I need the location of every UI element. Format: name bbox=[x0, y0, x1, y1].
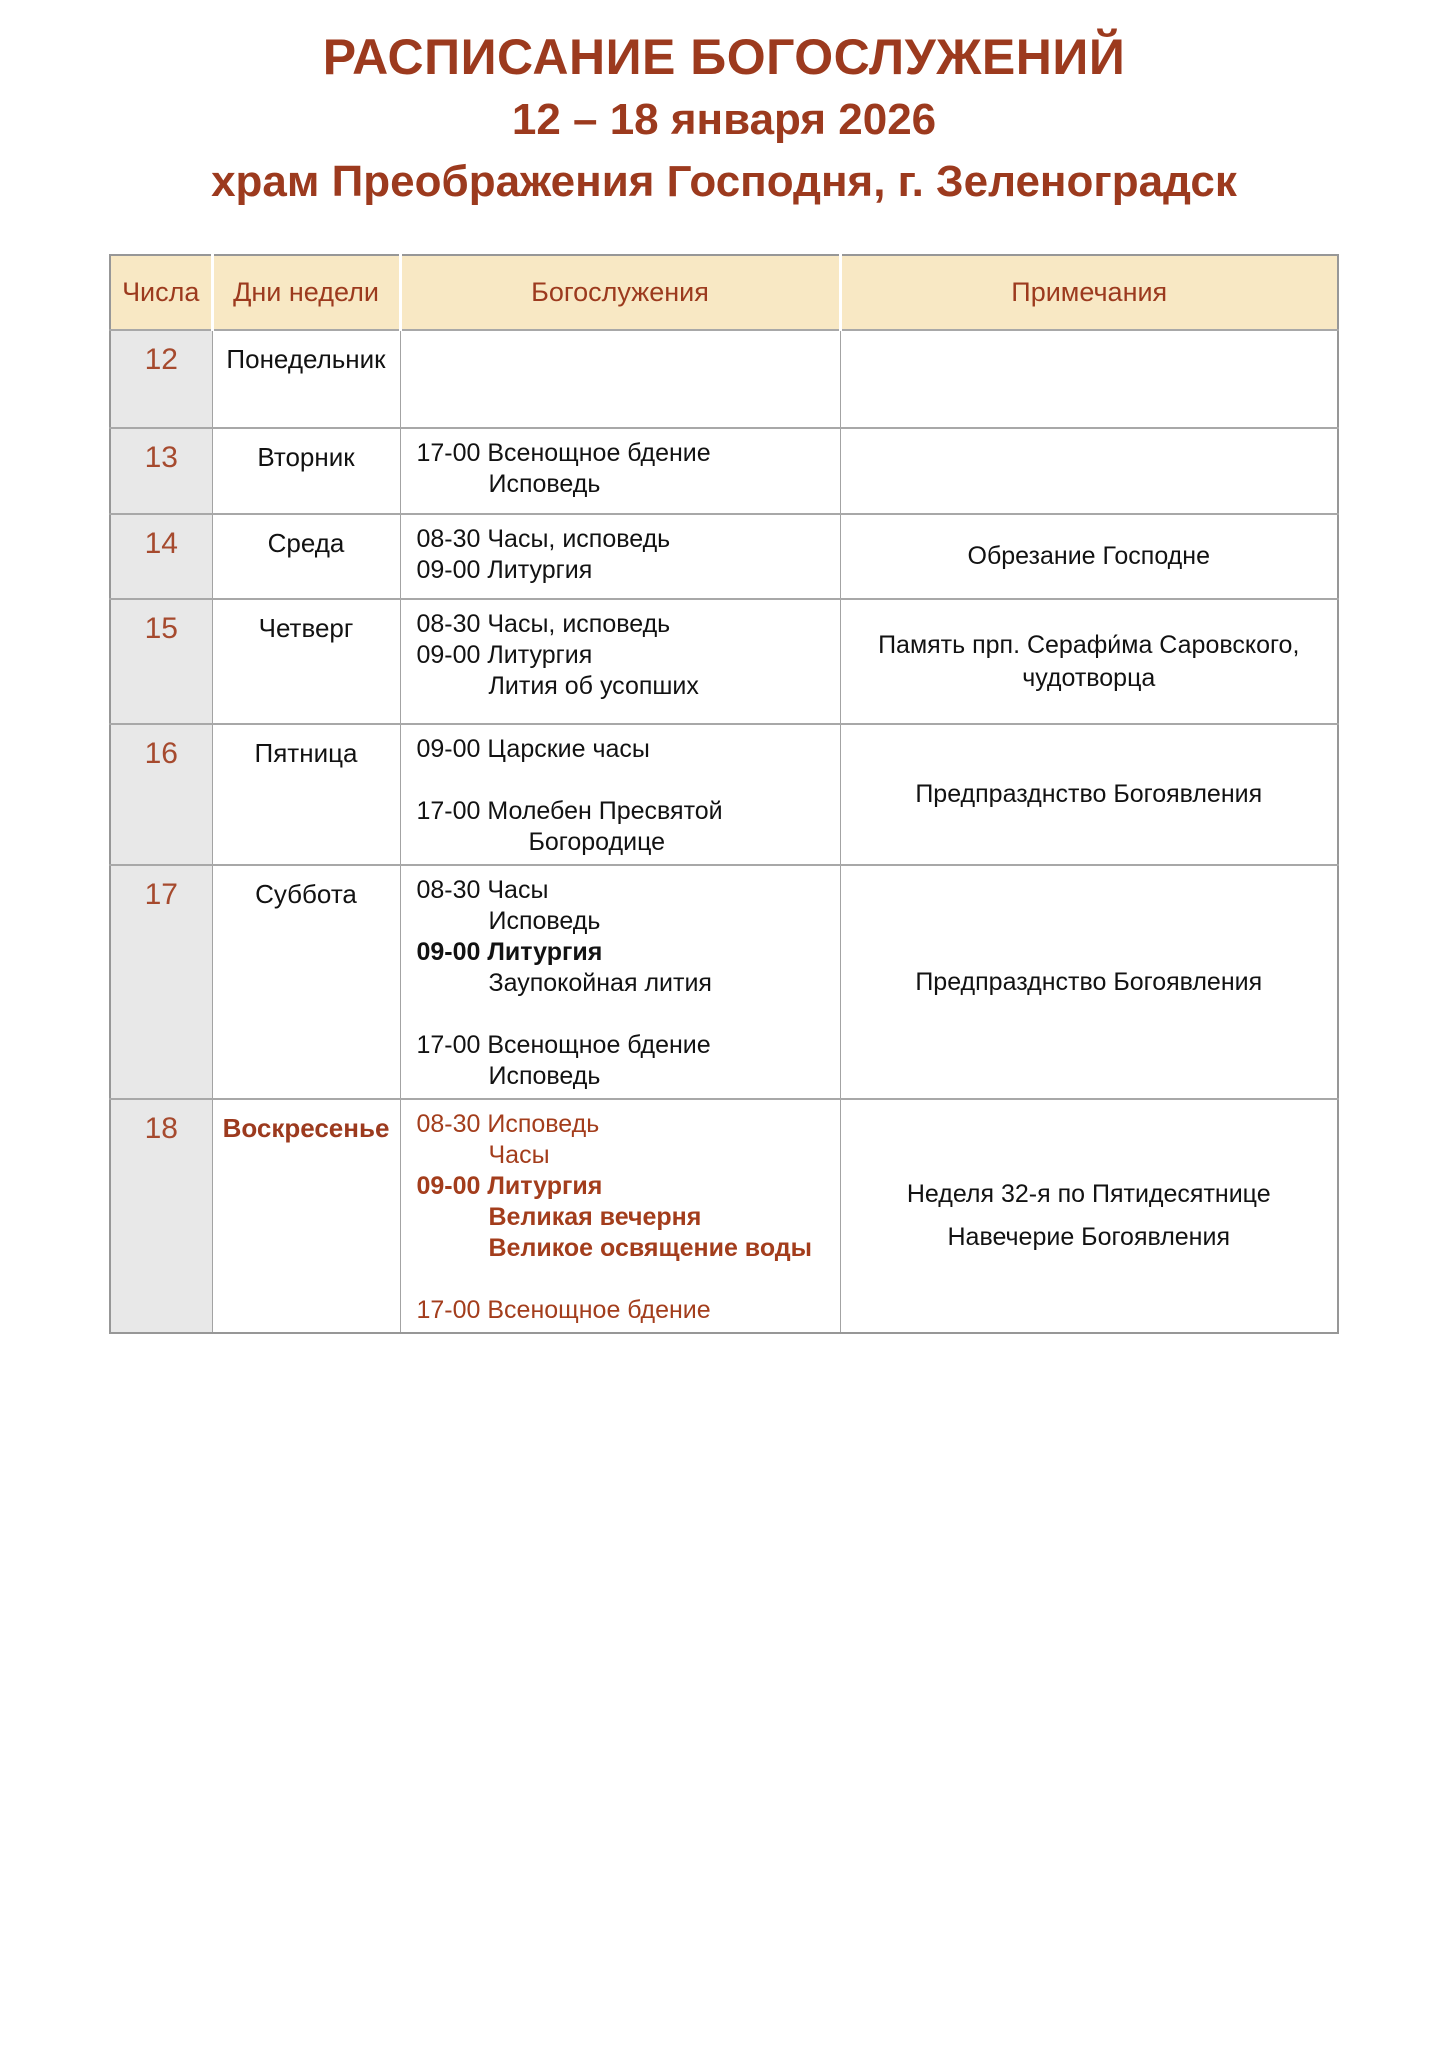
service-line: Часы bbox=[488, 1141, 550, 1169]
day-cell bbox=[212, 724, 400, 865]
note-line: Навечерие Богоявления bbox=[947, 1223, 1230, 1251]
table-row-jan-15 bbox=[110, 599, 1338, 724]
service-line: Исповедь bbox=[488, 1062, 601, 1090]
col-header-services: Богослужения bbox=[400, 255, 840, 330]
notes-cell bbox=[840, 428, 1338, 514]
service-line: 17-00 Всенощное бдение bbox=[416, 1031, 711, 1059]
notes-cell bbox=[840, 865, 1338, 1099]
service-line: Лития об усопших bbox=[488, 672, 699, 700]
service-line: Богородице bbox=[528, 828, 666, 856]
service-line: 09-00 Литургия bbox=[416, 938, 603, 966]
day-cell bbox=[212, 514, 400, 599]
date-cell: 14 bbox=[110, 514, 212, 599]
day-label: Четверг bbox=[258, 613, 354, 643]
header-row bbox=[110, 255, 1338, 330]
table-row-jan-12 bbox=[110, 330, 1338, 428]
notes-cell bbox=[840, 330, 1338, 428]
service-line: Исповедь bbox=[488, 470, 601, 498]
services-cell bbox=[400, 1099, 840, 1333]
date-cell: 16 bbox=[110, 724, 212, 865]
day-cell bbox=[212, 599, 400, 724]
service-line bbox=[417, 765, 832, 796]
service-line: 08-30 Часы, исповедь bbox=[416, 610, 671, 638]
services-cell bbox=[400, 428, 840, 514]
service-line: Великое освящение воды bbox=[488, 1234, 812, 1262]
services-cell bbox=[400, 599, 840, 724]
service-line: 09-00 Царские часы bbox=[416, 735, 650, 763]
service-line: 17-00 Молебен Пресвятой bbox=[416, 797, 723, 825]
table-row-jan-13 bbox=[110, 428, 1338, 514]
services-cell bbox=[400, 724, 840, 865]
service-line-blank bbox=[417, 999, 832, 1030]
service-line: 17-00 Всенощное бдение bbox=[416, 1296, 711, 1324]
notes-cell bbox=[840, 724, 1338, 865]
service-line: Великая вечерня bbox=[488, 1203, 702, 1231]
page-header bbox=[0, 0, 1448, 208]
note-line: Память прп. Серафи́ма Саровского, bbox=[878, 630, 1300, 659]
day-cell bbox=[212, 330, 400, 428]
date-range: 12 – 18 января 2026 bbox=[511, 95, 937, 144]
church-name: храм Преображения Господня, г. Зеленоградск bbox=[211, 157, 1237, 206]
day-cell bbox=[212, 865, 400, 1099]
schedule-table bbox=[109, 254, 1339, 1334]
date-cell: 15 bbox=[110, 599, 212, 724]
table-row-jan-14 bbox=[110, 514, 1338, 599]
service-line: 09-00 Литургия bbox=[416, 1172, 603, 1200]
service-line: 09-00 Литургия bbox=[416, 556, 593, 584]
service-line: 08-30 Исповедь bbox=[416, 1110, 600, 1138]
table-row-jan-16 bbox=[110, 724, 1338, 865]
service-line: Заупокойная лития bbox=[488, 969, 712, 997]
service-line: 17-00 Всенощное бдение bbox=[416, 439, 711, 467]
notes-cell bbox=[840, 514, 1338, 599]
services-cell bbox=[400, 330, 840, 428]
day-cell bbox=[212, 428, 400, 514]
service-line: 08-30 Часы, исповедь bbox=[416, 525, 671, 553]
day-label: Воскресенье bbox=[222, 1113, 390, 1143]
day-label: Суббота bbox=[255, 879, 357, 909]
col-header-days: Дни недели bbox=[212, 255, 400, 330]
note-line: Неделя 32-я по Пятидесятнице bbox=[906, 1180, 1271, 1208]
day-label: Вторник bbox=[257, 442, 355, 472]
col-header-notes: Примечания bbox=[840, 255, 1338, 330]
day-label: Пятница bbox=[254, 738, 358, 768]
service-line: 09-00 Литургия bbox=[416, 641, 593, 669]
table-row-jan-18 bbox=[110, 1099, 1338, 1333]
service-line-blank bbox=[417, 1264, 832, 1295]
day-cell bbox=[212, 1099, 400, 1333]
table-row-jan-17 bbox=[110, 865, 1338, 1099]
service-line: Исповедь bbox=[488, 907, 601, 935]
note-line: Обрезание Господне bbox=[967, 542, 1210, 570]
note-line: Предпразднство Богоявления bbox=[915, 967, 1263, 996]
note-line: Предпразднство Богоявления bbox=[915, 780, 1263, 808]
date-cell: 12 bbox=[110, 330, 212, 428]
date-cell: 18 bbox=[110, 1099, 212, 1333]
day-label: Понедельник bbox=[226, 344, 386, 374]
notes-cell bbox=[840, 599, 1338, 724]
col-header-dates: Числа bbox=[110, 255, 212, 330]
service-line: 08-30 Часы bbox=[416, 876, 549, 904]
schedule-title: РАСПИСАНИЕ БОГОСЛУЖЕНИЙ bbox=[322, 29, 1126, 85]
notes-cell bbox=[840, 1099, 1338, 1333]
services-cell bbox=[400, 514, 840, 599]
services-cell bbox=[400, 865, 840, 1099]
day-label: Среда bbox=[267, 528, 345, 558]
date-cell: 13 bbox=[110, 428, 212, 514]
date-cell: 17 bbox=[110, 865, 212, 1099]
note-line: чудотворца bbox=[1022, 663, 1156, 692]
